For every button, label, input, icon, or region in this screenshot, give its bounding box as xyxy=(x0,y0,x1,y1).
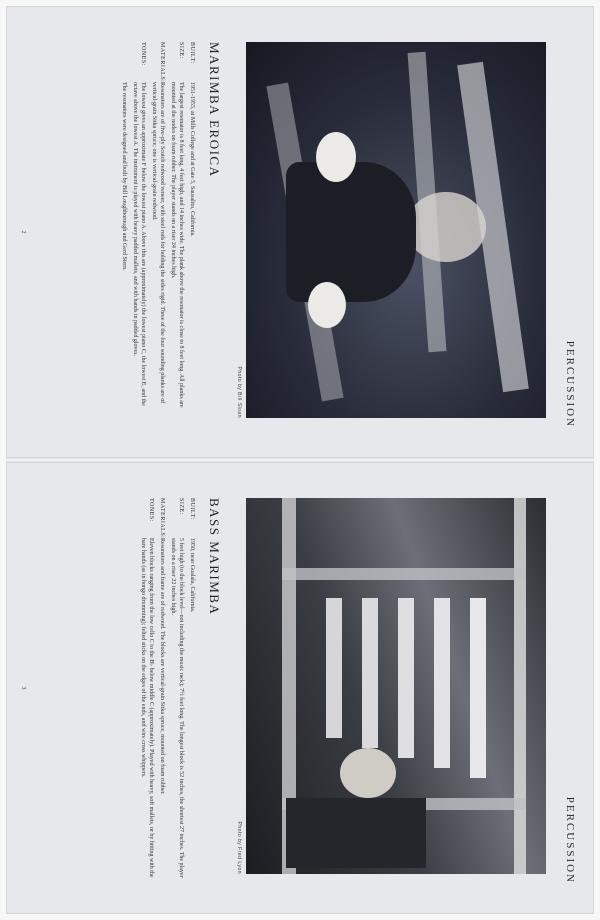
spec-materials xyxy=(150,42,166,422)
spec-text: The lowest gives an approximate F below the lowest piano A. Above this are (approximately) the lowest piano C, the lowest E, and the octave above the lowest A. The instrument is played with heavy padded mallets, and with hands in padded gloves. xyxy=(132,82,146,406)
photo-bass-marimba xyxy=(246,498,546,874)
instrument-title: BASS MARIMBA xyxy=(207,498,222,616)
spec-size xyxy=(169,42,185,422)
spec-size xyxy=(169,498,185,878)
spec-text: The largest resonator is 8 feet long, 4 feet high, and 14 inches wide. The plank above the resonator is close to 8 feet long. All planks are mounted at the nodes on foam rubber. The player stands on a riser 24 inches high. xyxy=(170,82,184,408)
page-number: 2 xyxy=(20,230,26,234)
spec-text: 1950, near Gualala, California. xyxy=(189,538,195,613)
spec-list xyxy=(136,498,196,878)
spec-label: BUILT: xyxy=(189,42,195,64)
section-header: PERCUSSION xyxy=(564,340,576,428)
spec-built xyxy=(188,498,196,878)
photo-credit: Photo by Fred Lyon xyxy=(236,821,242,874)
page-content xyxy=(6,6,594,458)
instrument-title: MARIMBA EROICA xyxy=(207,42,222,178)
spec-label: MATERIALS: xyxy=(159,498,165,539)
page-marimba-eroica xyxy=(6,6,594,458)
spec-built xyxy=(188,42,196,422)
photo-marimba-eroica xyxy=(246,42,546,418)
page-number: 3 xyxy=(20,686,26,690)
photo-credit: Photo by Bill Sloan xyxy=(236,366,242,418)
spec-label: TONES: xyxy=(148,498,154,522)
spec-label: TONES: xyxy=(140,42,146,66)
spec-text: Resonators and frame are of redwood. The blocks are vertical-grain Sitka spruce, mounted on foam rubber. xyxy=(159,538,165,795)
spec-materials xyxy=(158,498,166,878)
page-bass-marimba xyxy=(6,462,594,914)
spec-text: 5 feet high (to the block level—not including the music rack); 7½ feet long. The longest block is 52 inches, the shortest 27 inches. The player stands on a riser 22 inches high. xyxy=(170,538,184,878)
spec-label: SIZE: xyxy=(178,42,184,59)
spec-label: MATERIALS: xyxy=(159,42,165,83)
section-header: PERCUSSION xyxy=(564,796,576,884)
page-content xyxy=(6,462,594,914)
spec-list xyxy=(120,42,196,422)
spec-tones xyxy=(131,42,147,422)
spec-text: Eleven blocks ranging from the low cello C to the B♭ below middle C (approximately). Played with heavy, soft mallets, or by hitting with the bare hands (as in bongo drumming); felted sticks on the edges of the ends, and wire cross whippers. xyxy=(140,538,154,878)
spec-label: SIZE: xyxy=(178,498,184,515)
spec-tones xyxy=(139,498,155,878)
spec-text: Resonators are of five-ply Scotch redwood veneer, with steel rods for holding the sides rigid. Three of the four sounding planks are of vertical-grain Sitka spruce; one is vertical-grain redwood. xyxy=(151,82,165,404)
extra-note: The resonators were designed and built by Bill Loughborough and Gerd Stern. xyxy=(121,82,127,271)
spec-text: 1951-1955, at Mills College and at Gate 5, Sausalito, California. xyxy=(189,82,195,237)
spec-label: BUILT: xyxy=(189,498,195,520)
